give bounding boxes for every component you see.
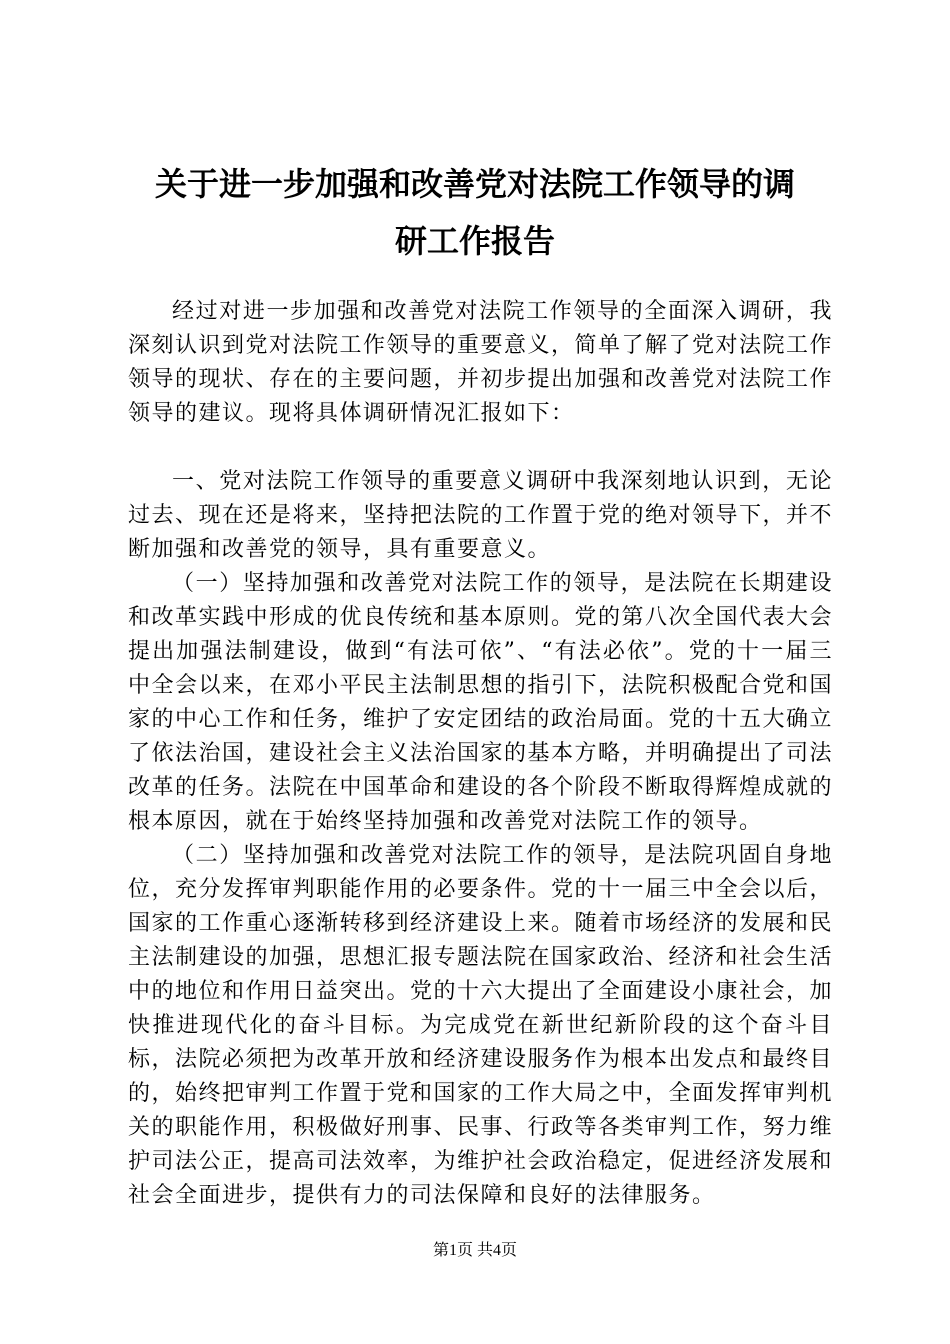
document-title-line-1: 关于进一步加强和改善党对法院工作领导的调 (154, 165, 795, 203)
intro-paragraph: 经过对进一步加强和改善党对法院工作领导的全面深入调研，我深刻认识到党对法院工作领导的重要意义，简单了解了党对法院工作领导的现状、存在的主要问题，并初步提出加强和改善党对法院工作领导的建议。现将具体调研情况汇报如下： (128, 299, 834, 426)
section-1-heading-paragraph: 一、党对法院工作领导的重要意义调研中我深刻地认识到，无论过去、现在还是将来，坚持把法院的工作置于党的绝对领导下，并不断加强和改善党的领导，具有重要意义。 (128, 469, 834, 562)
page-number-footer: 第1页 共4页 (432, 1242, 517, 1259)
document-body (128, 295, 833, 1213)
subsection-2-paragraph: （二）坚持加强和改善党对法院工作的领导，是法院巩固自身地位，充分发挥审判职能作用的必要条件。党的十一届三中全会以后，国家的工作重心逐渐转移到经济建设上来。随着市场经济的发展和民主法制建设的加强，思想汇报专题法院在国家政治、经济和社会生活中的地位和作用日益突出。党的十六大提出了全面建设小康社会，加快推进现代化的奋斗目标。为完成党在新世纪新阶段的这个奋斗目标，法院必须把为改革开放和经济建设服务作为根本出发点和最终目的，始终把审判工作置于党和国家的工作大局之中，全面发挥审判机关的职能作用，积极做好刑事、民事、行政等各类审判工作，努力维护司法公正，提高司法效率，为维护社会政治稳定，促进经济发展和社会全面进步，提供有力的司法保障和良好的法律服务。 (128, 843, 834, 1208)
subsection-1-paragraph: （一）坚持加强和改善党对法院工作的领导，是法院在长期建设和改革实践中形成的优良传统和基本原则。党的第八次全国代表大会提出加强法制建设，做到“有法可依”、“有法必依”。党的十一届三中全会以来，在邓小平民主法制思想的指引下，法院积极配合党和国家的中心工作和任务，维护了安定团结的政治局面。党的十五大确立了依法治国，建设社会主义法治国家的基本方略，并明确提出了司法改革的任务。法院在中国革命和建设的各个阶段不断取得辉煌成就的根本原因，就在于始终坚持加强和改善党对法院工作的领导。 (128, 571, 834, 834)
document-title-line-2: 研工作报告 (394, 222, 555, 260)
